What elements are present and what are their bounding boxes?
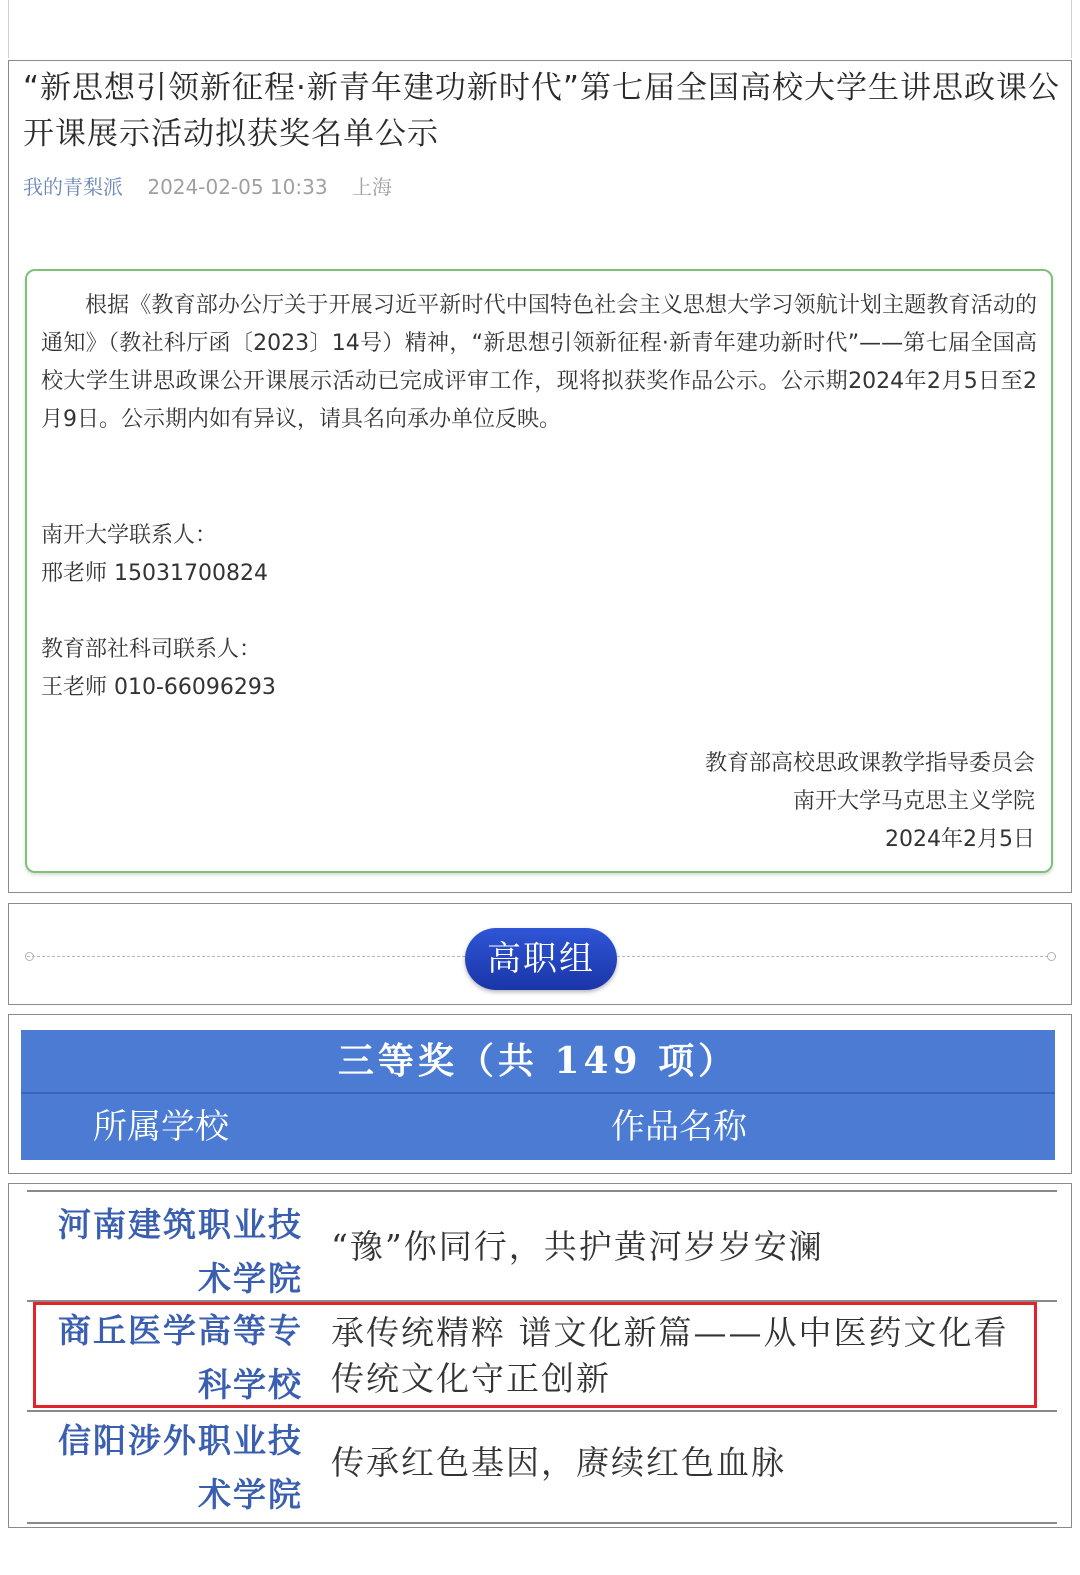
award-table-header	[8, 1014, 1072, 1174]
publish-datetime: 2024-02-05 10:33	[147, 175, 328, 199]
award-title: 三等奖（共 149 项）	[21, 1030, 1055, 1094]
group-label: 高职组	[465, 928, 617, 990]
article-meta	[23, 171, 410, 200]
contact1-label: 南开大学联系人：	[41, 523, 218, 548]
table-row	[27, 1410, 1057, 1524]
work-title: “豫”你同行，共护黄河岁岁安澜	[331, 1227, 824, 1266]
contact1-value: 邢老师 15031700824	[41, 561, 268, 586]
divider-right	[617, 956, 1053, 957]
signature-date: 2024年2月5日	[885, 827, 1035, 852]
school-name: 信阳涉外职业技术学院	[58, 1421, 303, 1514]
contact2-label: 教育部社科司联系人：	[41, 637, 262, 662]
publish-location: 上海	[351, 175, 392, 199]
divider-dot-right	[1047, 952, 1056, 961]
article-panel	[8, 60, 1072, 893]
divider-left	[27, 956, 465, 957]
signature-school: 南开大学马克思主义学院	[792, 789, 1035, 814]
work-title: 承传统精粹 谱文化新篇——从中医药文化看传统文化守正创新	[331, 1313, 1009, 1398]
notice-box	[25, 269, 1053, 873]
award-table-body	[8, 1183, 1072, 1528]
work-title: 传承红色基因，赓续红色血脉	[331, 1443, 786, 1482]
contact2-value: 王老师 010-66096293	[41, 675, 276, 700]
school-name: 商丘医学高等专科学校	[58, 1311, 303, 1404]
table-row	[27, 1190, 1057, 1300]
source-link[interactable]: 我的青梨派	[23, 175, 123, 199]
top-edge	[8, 0, 1072, 58]
col-school-header: 所属学校	[93, 1107, 229, 1147]
group-banner	[8, 903, 1072, 1005]
school-name: 河南建筑职业技术学院	[58, 1205, 303, 1298]
notice-body: 根据《教育部办公厅关于开展习近平新时代中国特色社会主义思想大学习领航计划主题教育活动的通知》（教社科厅函〔2023〕14号）精神，“新思想引领新征程·新青年建功新时代”——第七届全国高校大学生讲思政课公开课展示活动已完成评审工作，现将拟获奖作品公示。公示期2024年2月5日至2月9日。公示期内如有异议，请具名向承办单位反映。	[41, 293, 1037, 432]
highlight-box	[33, 1302, 1037, 1408]
col-work-header: 作品名称	[611, 1107, 747, 1147]
article-title: “新思想引领新征程·新青年建功新时代”第七届全国高校大学生讲思政课公开课展示活动拟获奖名单公示	[23, 70, 1060, 152]
column-headers	[21, 1094, 1055, 1160]
signature-committee: 教育部高校思政课教学指导委员会	[704, 751, 1035, 776]
